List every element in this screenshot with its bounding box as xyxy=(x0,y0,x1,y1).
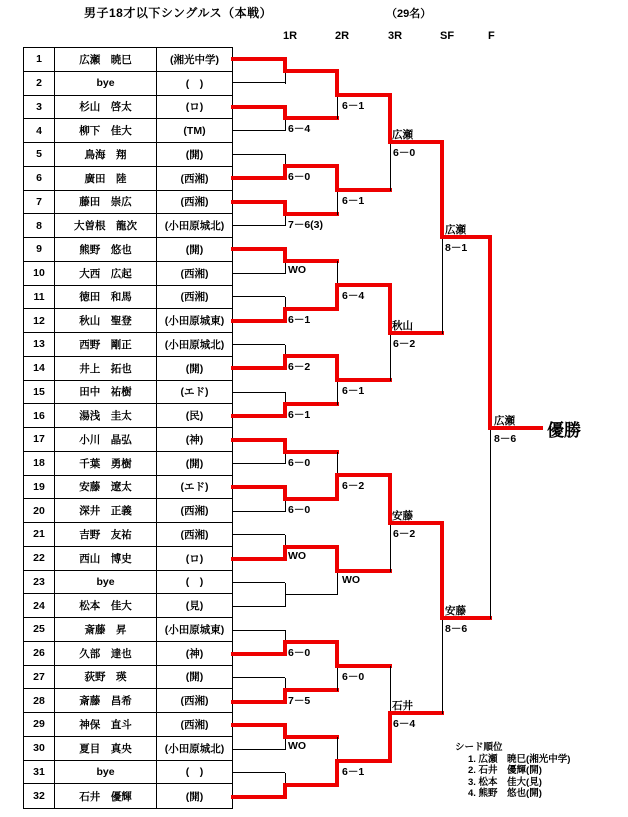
bracket-line-segment xyxy=(231,200,287,204)
bracket-line-segment xyxy=(233,154,285,155)
player-club: (小田原城東) xyxy=(157,309,232,333)
match-score: 7－6(3) xyxy=(288,218,324,231)
player-name: 深井 正義 xyxy=(55,499,157,523)
player-seed-number: 24 xyxy=(24,594,55,618)
round-header: F xyxy=(488,30,495,42)
player-seed-number: 30 xyxy=(24,737,55,761)
player-club: (小田原城北) xyxy=(157,333,232,357)
bracket-line-segment xyxy=(335,473,339,501)
bracket-line-segment xyxy=(490,428,491,619)
bracket-line-segment xyxy=(335,473,392,477)
bracket-line-segment xyxy=(283,259,339,263)
player-seed-number: 4 xyxy=(24,119,55,143)
player-name: 夏目 真央 xyxy=(55,737,157,761)
player-seed-number: 21 xyxy=(24,523,55,547)
bracket-line-segment xyxy=(231,557,287,561)
match-score: 6－4 xyxy=(393,718,416,731)
bracket-line-segment xyxy=(337,190,338,215)
match-score: 8－6 xyxy=(494,432,517,445)
match-winner-name: 安藤 xyxy=(445,605,466,618)
player-seed-number: 7 xyxy=(24,191,55,215)
player-seed-number: 23 xyxy=(24,571,55,595)
seed-list-item: 1. 広瀬 暁巳(湘光中学) xyxy=(468,753,571,765)
match-score: WO xyxy=(288,549,307,562)
player-seed-number: 19 xyxy=(24,476,55,500)
entry-count: （29名） xyxy=(386,8,432,20)
player-club: ( ) xyxy=(157,72,232,96)
match-winner-name: 広瀬 xyxy=(494,414,515,427)
match-score: 6－1 xyxy=(342,99,365,112)
bracket-line-segment xyxy=(488,235,492,429)
bracket-line-segment xyxy=(233,463,285,464)
match-score: 6－1 xyxy=(288,313,311,326)
player-club: (神) xyxy=(157,642,232,666)
player-club: (エド) xyxy=(157,476,232,500)
bracket-line-segment xyxy=(233,130,285,131)
player-club: (エド) xyxy=(157,381,232,405)
bracket-line-segment xyxy=(233,392,285,393)
bracket-line-segment xyxy=(231,176,287,180)
player-club: (西湘) xyxy=(157,523,232,547)
player-seed-number: 16 xyxy=(24,404,55,428)
bracket-line-segment xyxy=(231,652,287,656)
player-seed-number: 13 xyxy=(24,333,55,357)
player-name: 井上 拓也 xyxy=(55,357,157,381)
player-seed-number: 20 xyxy=(24,499,55,523)
match-winner-name: 安藤 xyxy=(392,510,413,522)
bracket-line-segment xyxy=(285,594,337,595)
player-club: (見) xyxy=(157,594,232,618)
bracket-line-segment xyxy=(388,711,392,763)
bracket-line-segment xyxy=(233,772,285,773)
match-score: WO xyxy=(288,740,307,753)
player-name: 徳田 和馬 xyxy=(55,286,157,310)
player-seed-number: 15 xyxy=(24,381,55,405)
player-club: (西湘) xyxy=(157,713,232,737)
page-title: 男子18才以下シングルス（本戦） xyxy=(84,6,273,20)
player-name: 斎藤 昇 xyxy=(55,618,157,642)
player-club: ( ) xyxy=(157,761,232,785)
seed-list-item: 3. 松本 佳大(見) xyxy=(468,776,542,788)
bracket-line-segment xyxy=(233,296,285,297)
round-header: 2R xyxy=(335,30,350,42)
player-club: (開) xyxy=(157,452,232,476)
players-table xyxy=(23,47,233,809)
player-name: 安藤 遼太 xyxy=(55,476,157,500)
player-club: (開) xyxy=(157,357,232,381)
bracket-line-segment xyxy=(233,606,285,607)
player-club: (小田原城北) xyxy=(157,737,232,761)
bracket-line-segment xyxy=(335,188,392,192)
player-club: (開) xyxy=(157,143,232,167)
bracket-line-segment xyxy=(440,521,444,620)
bracket-line-segment xyxy=(440,140,444,239)
player-club: (開) xyxy=(157,238,232,262)
bracket-line-segment xyxy=(390,142,391,191)
match-winner-name: 広瀬 xyxy=(392,129,413,142)
bracket-line-segment xyxy=(233,677,285,678)
player-seed-number: 11 xyxy=(24,286,55,310)
player-seed-number: 25 xyxy=(24,618,55,642)
bracket-line-segment xyxy=(283,164,339,168)
bracket-line-segment xyxy=(390,523,391,572)
bracket-line-segment xyxy=(233,273,285,274)
bracket-line-segment xyxy=(335,759,392,763)
player-club: (湘光中学) xyxy=(157,48,232,72)
player-name: 荻野 瑛 xyxy=(55,666,157,690)
bracket-line-segment xyxy=(231,366,287,370)
player-seed-number: 3 xyxy=(24,96,55,120)
bracket-line-segment xyxy=(231,319,287,323)
bracket-line-segment xyxy=(283,688,339,692)
bracket-line-segment xyxy=(335,93,392,97)
player-seed-number: 18 xyxy=(24,452,55,476)
player-seed-number: 17 xyxy=(24,428,55,452)
bracket-line-segment xyxy=(283,69,339,73)
match-score: 8－1 xyxy=(445,242,468,255)
player-club: (開) xyxy=(157,666,232,690)
player-club: (西湘) xyxy=(157,167,232,191)
player-name: 廣田 陸 xyxy=(55,167,157,191)
bracket-line-segment xyxy=(335,569,392,573)
player-club: (ロ) xyxy=(157,96,232,120)
bracket-line-segment xyxy=(231,438,287,442)
player-seed-number: 22 xyxy=(24,547,55,571)
player-seed-number: 31 xyxy=(24,761,55,785)
bracket-line-segment xyxy=(283,783,339,787)
player-name: 神保 直斗 xyxy=(55,713,157,737)
player-name: 広瀬 暁巳 xyxy=(55,48,157,72)
bracket-line-segment xyxy=(390,666,391,715)
match-winner-name: 秋山 xyxy=(392,319,413,332)
player-seed-number: 28 xyxy=(24,689,55,713)
match-score: WO xyxy=(288,264,307,277)
bracket-line-segment xyxy=(283,116,339,120)
bracket-line-segment xyxy=(231,247,287,251)
match-score: 6－0 xyxy=(288,456,311,469)
seed-list-item: 4. 熊野 悠也(開) xyxy=(468,788,542,799)
match-score: 6－0 xyxy=(288,171,311,183)
bracket-line-segment xyxy=(390,333,391,382)
bracket-line-segment xyxy=(283,402,339,406)
bracket-line-segment xyxy=(233,225,285,226)
player-seed-number: 29 xyxy=(24,713,55,737)
player-club: (ロ) xyxy=(157,547,232,571)
match-score: WO xyxy=(342,573,361,586)
player-name: 千葉 勇樹 xyxy=(55,452,157,476)
champion-label: 優勝 xyxy=(547,420,581,440)
bracket-line-segment xyxy=(335,664,392,668)
player-name: 松本 佳大 xyxy=(55,594,157,618)
player-name: 大曽根 龍次 xyxy=(55,214,157,238)
player-seed-number: 26 xyxy=(24,642,55,666)
match-score: 6－0 xyxy=(288,647,311,659)
player-club: (西湘) xyxy=(157,499,232,523)
player-name: 西野 剛正 xyxy=(55,333,157,357)
player-seed-number: 27 xyxy=(24,666,55,690)
player-name: 小川 晶弘 xyxy=(55,428,157,452)
player-club: (開) xyxy=(185,790,204,803)
player-seed-number: 2 xyxy=(24,72,55,96)
match-score: 6－1 xyxy=(342,766,365,778)
player-club: (西湘) xyxy=(157,191,232,215)
player-name: 大西 広起 xyxy=(55,262,157,286)
seed-list-item: 2. 石井 優輝(開) xyxy=(468,765,542,776)
bracket-line-segment xyxy=(337,666,338,691)
player-seed-number: 9 xyxy=(24,238,55,262)
bracket-line-segment xyxy=(442,618,443,714)
bracket-line-segment xyxy=(337,571,338,596)
player-seed-number: 12 xyxy=(24,309,55,333)
bracket-line-segment xyxy=(231,795,287,799)
bracket-line-segment xyxy=(283,735,339,739)
bracket-line-segment xyxy=(335,378,392,382)
bracket-line-segment xyxy=(335,759,339,787)
player-name: 吉野 友祐 xyxy=(55,523,157,547)
player-club: ( ) xyxy=(157,571,232,595)
player-name: 西山 博史 xyxy=(55,547,157,571)
player-club: (神) xyxy=(157,428,232,452)
seed-list xyxy=(455,742,570,800)
bracket-line-segment xyxy=(231,105,287,109)
bracket-line-segment xyxy=(283,497,339,501)
player-seed-number: 14 xyxy=(24,357,55,381)
match-score: 6－0 xyxy=(393,147,416,160)
player-name: 熊野 悠也 xyxy=(55,238,157,262)
player-name: 湯浅 圭太 xyxy=(55,404,157,428)
bracket-line-segment xyxy=(283,354,339,358)
bracket-line-segment xyxy=(233,511,285,512)
bracket-line-segment xyxy=(233,344,285,345)
bracket-line-segment xyxy=(231,723,287,727)
player-club: (西湘) xyxy=(157,262,232,286)
bracket-line-segment xyxy=(231,485,287,489)
player-name: 鳥海 翔 xyxy=(55,143,157,167)
match-score: 6－1 xyxy=(342,194,365,207)
match-score: 7－5 xyxy=(288,694,311,707)
bracket-line-segment xyxy=(233,749,285,750)
player-seed-number: 8 xyxy=(24,214,55,238)
player-name: bye xyxy=(55,571,157,595)
match-score: 6－4 xyxy=(288,123,311,136)
bracket-line-segment xyxy=(233,82,285,83)
bracket-line-segment xyxy=(283,640,339,644)
match-score: 6－2 xyxy=(393,528,416,540)
player-name: 柳下 佳大 xyxy=(55,119,157,143)
match-score: 6－1 xyxy=(342,385,365,398)
player-name: 石井 優輝 xyxy=(55,784,157,808)
player-name: 斎藤 昌希 xyxy=(55,689,157,713)
bracket-line-segment xyxy=(283,545,339,549)
player-seed-number: 5 xyxy=(24,143,55,167)
player-club: (民) xyxy=(157,404,232,428)
bracket-line-segment xyxy=(285,583,286,608)
player-name: bye xyxy=(55,72,157,96)
bracket-line-segment xyxy=(283,450,339,454)
player-name: 久部 達也 xyxy=(55,642,157,666)
player-seed-number: 10 xyxy=(24,262,55,286)
bracket-line-segment xyxy=(335,283,339,311)
player-club: (西湘) xyxy=(157,286,232,310)
player-name: 田中 祐樹 xyxy=(55,381,157,405)
round-header: 1R xyxy=(283,30,298,42)
bracket-line-segment xyxy=(283,212,339,216)
player-club: (TM) xyxy=(157,119,232,143)
match-score: 6－1 xyxy=(288,409,311,421)
player-club: (西湘) xyxy=(157,689,232,713)
seed-list-heading: シード順位 xyxy=(455,742,503,753)
player-name: bye xyxy=(55,761,157,785)
player-club: (小田原城東) xyxy=(157,618,232,642)
bracket-line-segment xyxy=(337,95,338,120)
player-name: 秋山 聖登 xyxy=(55,309,157,333)
match-score: 6－0 xyxy=(342,670,365,683)
player-name: 藤田 崇広 xyxy=(55,191,157,215)
match-winner-name: 石井 xyxy=(392,700,413,713)
bracket-line-segment xyxy=(233,534,285,535)
player-seed-number: 6 xyxy=(24,167,55,191)
match-score: 6－0 xyxy=(288,504,311,517)
player-name: 杉山 啓太 xyxy=(55,96,157,120)
match-score: 8－6 xyxy=(445,623,468,636)
match-score: 6－2 xyxy=(342,480,365,493)
bracket-line-segment xyxy=(233,582,285,583)
match-score: 6－2 xyxy=(393,337,416,350)
bracket-line-segment xyxy=(283,307,339,311)
match-winner-name: 広瀬 xyxy=(445,224,466,237)
round-header: 3R xyxy=(388,30,403,42)
match-score: 6－2 xyxy=(288,361,311,374)
player-club: (小田原城北) xyxy=(157,214,232,238)
match-score: 6－4 xyxy=(342,290,365,302)
player-seed-number: 32 xyxy=(24,784,55,808)
bracket-line-segment xyxy=(442,237,443,333)
bracket-line-segment xyxy=(231,57,287,61)
bracket-line-segment xyxy=(337,380,338,405)
player-seed-number: 1 xyxy=(24,48,55,72)
bracket-line-segment xyxy=(231,414,287,418)
bracket-line-segment xyxy=(231,700,287,704)
round-header: SF xyxy=(440,30,455,42)
bracket-line-segment xyxy=(233,630,285,631)
bracket-line-segment xyxy=(335,283,392,287)
